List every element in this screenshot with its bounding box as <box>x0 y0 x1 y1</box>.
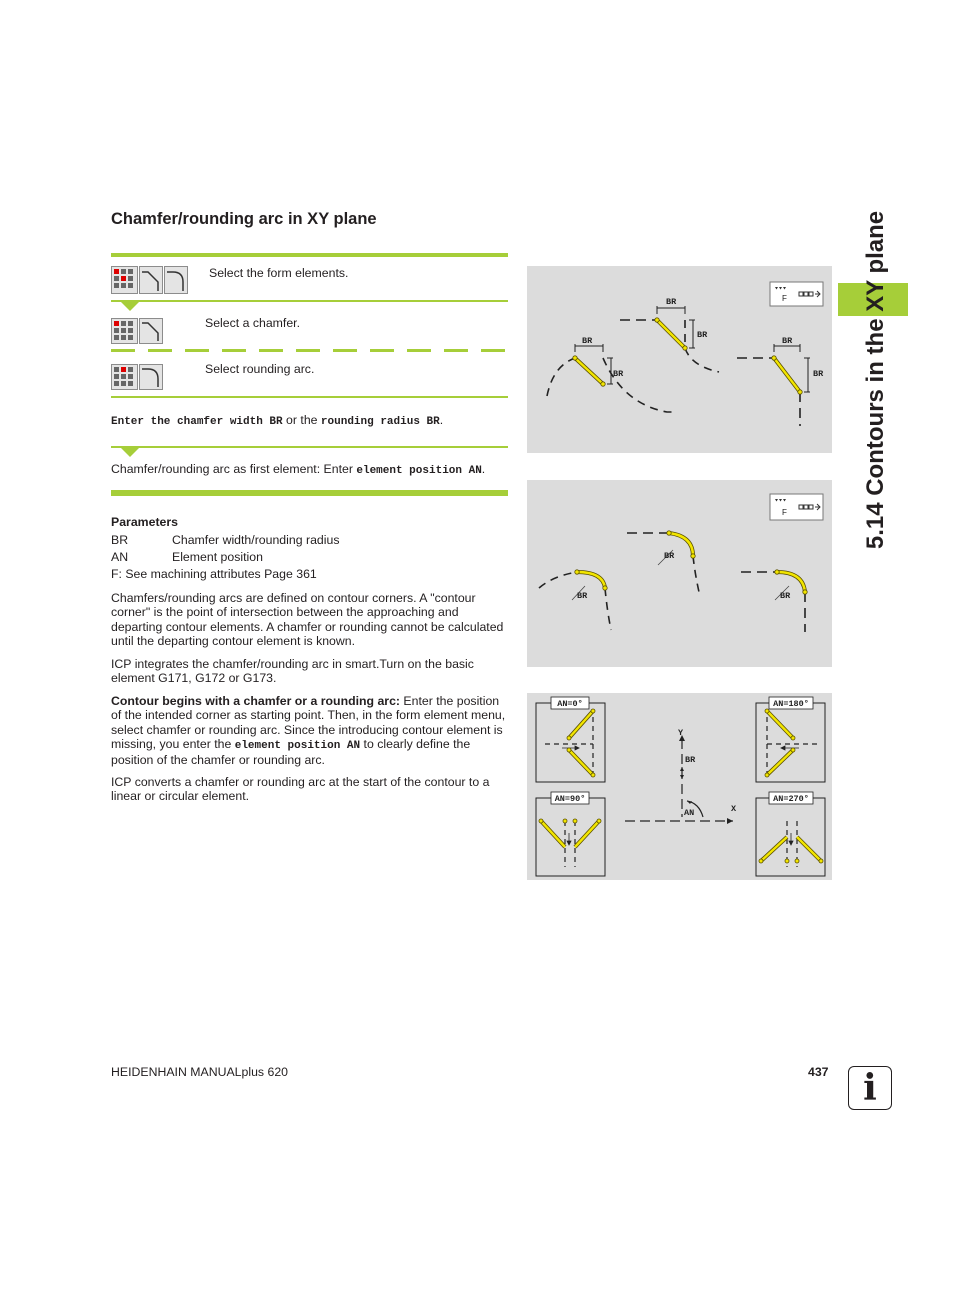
arrow-down-icon <box>121 302 139 311</box>
dash-separator <box>481 349 505 352</box>
code-text: element position AN <box>234 739 361 752</box>
form-elements-key[interactable] <box>111 266 138 294</box>
step-1-text: Select the form elements. <box>209 266 349 280</box>
first-element-line <box>111 462 485 478</box>
dash-separator <box>259 349 283 352</box>
br-label: BR <box>613 369 624 379</box>
rounding-diagram <box>527 480 832 667</box>
an-box-label: AN=90° <box>554 794 586 804</box>
rounding-key[interactable] <box>139 364 163 390</box>
chamfer-figure <box>527 266 832 453</box>
dash-separator <box>333 349 357 352</box>
chamfer-icon <box>140 267 162 293</box>
code-text: element position AN <box>356 465 482 477</box>
paragraph: Chamfers/rounding arcs are defined on contour corners. A "contour corner" is the point of intersection between the approaching and departing contour elements. A chamfer or rounding cannot be calculated until the departing contour element is known. <box>111 591 504 648</box>
chamfer-icon <box>140 319 162 343</box>
param-key: AN <box>111 550 129 564</box>
element-position-figure <box>527 693 832 880</box>
an-box-label: AN=270° <box>773 794 809 804</box>
chamfer-key-small[interactable] <box>139 266 163 294</box>
f-softkey <box>770 494 823 520</box>
param-row <box>111 533 339 547</box>
br-label: BR <box>697 330 708 340</box>
page-number: 437 <box>808 1065 829 1079</box>
dash-separator <box>148 349 172 352</box>
dash-separator <box>444 349 468 352</box>
grid-icon <box>112 319 137 343</box>
an-box-label: AN=180° <box>773 699 809 709</box>
divider <box>111 446 508 448</box>
grid-key[interactable] <box>111 318 138 344</box>
code-text: Enter the chamfer width BR <box>111 416 283 428</box>
br-label: BR <box>577 591 588 601</box>
parameters-heading: Parameters <box>111 515 178 529</box>
text: or the <box>282 413 321 427</box>
chapter-side-title: 5.14 Contours in the XY plane <box>862 210 889 550</box>
chamfer-key[interactable] <box>139 318 163 344</box>
dash-separator <box>111 349 135 352</box>
divider-thick <box>111 490 508 496</box>
f-softkey <box>770 282 823 306</box>
footer-title: HEIDENHAIN MANUALplus 620 <box>111 1065 288 1079</box>
param-desc: Chamfer width/rounding radius <box>172 533 340 547</box>
text: . <box>481 462 486 476</box>
y-axis-label: Y <box>678 728 684 738</box>
element-position-diagram <box>527 693 832 880</box>
code-text: rounding radius BR <box>320 416 440 428</box>
dash-separator <box>222 349 246 352</box>
divider <box>111 253 508 257</box>
dash-separator <box>296 349 320 352</box>
chamfer-diagram <box>527 266 832 453</box>
f-label: F <box>782 508 787 517</box>
paragraph: ICP integrates the chamfer/rounding arc in smart.Turn on the basic element G171, G172 or G173. <box>111 657 474 686</box>
br-label: BR <box>664 551 675 561</box>
an-box-label: AN=0° <box>557 699 583 709</box>
enter-chamfer-line <box>111 413 443 429</box>
br-label: BR <box>813 369 824 379</box>
x-axis-label: X <box>731 804 737 814</box>
grid-icon <box>112 267 137 293</box>
divider <box>111 300 508 302</box>
rounding-arc-icon <box>140 365 162 389</box>
br-label: BR <box>780 591 791 601</box>
paragraph: ICP converts a chamfer or rounding arc at the start of the contour to a linear or circular element. <box>111 775 490 804</box>
param-note: F: See machining attributes Page 361 <box>111 567 317 581</box>
an-label: AN <box>684 808 695 818</box>
grid-icon <box>112 365 137 389</box>
step-2-text: Select a chamfer. <box>205 316 301 330</box>
grid-key[interactable] <box>111 364 138 390</box>
paragraph <box>111 694 508 767</box>
arrow-down-icon <box>121 448 139 457</box>
text: to clearly define the position of the chamfer or rounding arc. <box>111 736 471 768</box>
bold-lead: Contour begins with a chamfer or a rounding arc: <box>111 694 401 708</box>
br-label: BR <box>582 336 593 346</box>
text: Chamfer/rounding arc as first element: Enter <box>111 462 357 476</box>
param-row <box>111 550 263 564</box>
step-3-text: Select rounding arc. <box>205 362 315 376</box>
br-label: BR <box>685 755 696 765</box>
br-label: BR <box>666 297 677 307</box>
br-label: BR <box>782 336 793 346</box>
dash-separator <box>185 349 209 352</box>
info-icon: i <box>848 1066 892 1110</box>
divider <box>111 396 508 398</box>
param-key: BR <box>111 533 129 547</box>
section-title: Chamfer/rounding arc in XY plane <box>111 210 377 228</box>
text: . <box>439 413 444 427</box>
dash-separator <box>407 349 431 352</box>
param-desc: Element position <box>172 550 263 564</box>
rounding-key-small[interactable] <box>164 266 188 294</box>
dash-separator <box>370 349 394 352</box>
f-label: F <box>782 294 787 303</box>
rounding-arc-icon <box>165 267 187 293</box>
rounding-figure <box>527 480 832 667</box>
text: Enter the position of the intended corner as starting point. Then, in the form element menu, select chamfer or rounding arc. Since the introducing contour element is missing, you enter the <box>111 694 506 751</box>
